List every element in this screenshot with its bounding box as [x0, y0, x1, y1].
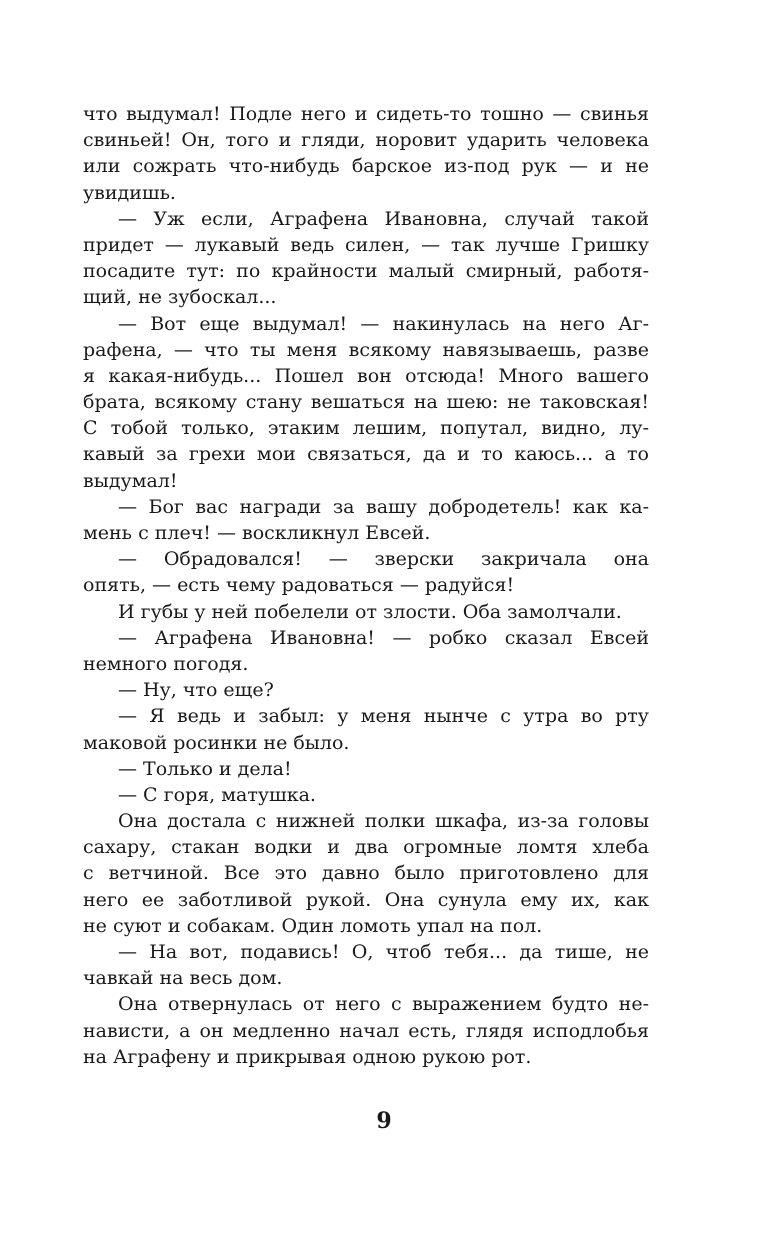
- text-line: — Аграфена Ивановна! — робко сказал Евсей: [118, 626, 649, 649]
- text-line: С тобой только, этаким лешим, попутал, видно, лу-: [83, 417, 649, 440]
- body-text: [83, 101, 649, 1070]
- text-line: придет — лукавый ведь силен, — так лучше Гришку: [83, 233, 649, 256]
- text-line: посадите тут: по крайности малый смирный, работя-: [83, 260, 649, 283]
- text-line: что выдумал! Подле него и сидеть-то тошно — свинья: [83, 103, 649, 125]
- text-line: И губы у ней побелели от злости. Оба замолчали.: [118, 600, 622, 623]
- text-line: маковой росинки не было.: [83, 731, 350, 754]
- text-line: щий, не зубоскал...: [83, 286, 277, 309]
- text-line: — Уж если, Аграфена Ивановна, случай такой: [118, 207, 649, 230]
- page-number: 9: [376, 1108, 392, 1134]
- text-line: — Вот еще выдумал! — накинулась на него Аг-: [118, 312, 649, 335]
- text-line: — Бог вас награди за вашу добродетель! как ка-: [118, 495, 649, 518]
- text-line: увидишь.: [83, 181, 176, 204]
- text-line: свиньей! Он, того и гляди, норовит ударить человека: [83, 129, 649, 152]
- text-line: — С горя, матушка.: [118, 783, 316, 806]
- text-line: не суют и собакам. Один ломоть упал на пол.: [83, 914, 543, 937]
- text-line: или сожрать что-нибудь барское из-под рук — и не: [83, 155, 649, 178]
- text-line: — Только и дела!: [118, 757, 292, 780]
- text-line: с ветчиной. Все это давно было приготовлено для: [83, 862, 649, 885]
- text-line: — Я ведь и забыл: у меня нынче с утра во рту: [118, 705, 649, 728]
- text-line: — Обрадовался! — зверски закричала она: [118, 548, 649, 571]
- text-line: опять, — есть чему радоваться — радуйся!: [83, 574, 515, 597]
- text-line: выдумал!: [83, 469, 178, 492]
- text-line: Она достала с нижней полки шкафа, из-за головы: [118, 810, 649, 833]
- text-line: кавый за грехи мои связаться, да и то каюсь... а то: [83, 443, 649, 466]
- text-line: сахару, стакан водки и два огромные ломтя хлеба: [83, 836, 649, 859]
- text-line: нависти, а он медленно начал есть, глядя исподлобья: [83, 1019, 649, 1042]
- text-line: чавкай на весь дом.: [83, 967, 283, 990]
- text-line: — На вот, подавись! О, чтоб тебя... да тише, не: [118, 941, 649, 963]
- text-line: немного погодя.: [83, 652, 249, 675]
- text-line: я какая-нибудь... Пошел вон отсюда! Много вашего: [83, 364, 649, 387]
- text-line: него ее заботливой рукой. Она сунула ему их, как: [83, 888, 649, 911]
- text-line: Она отвернулась от него с выражением будто не-: [118, 993, 649, 1016]
- text-line: мень с плеч! — воскликнул Евсей.: [83, 522, 431, 544]
- text-line: — Ну, что еще?: [118, 679, 274, 702]
- text-line: на Аграфену и прикрывая одною рукою рот.: [83, 1045, 532, 1068]
- text-line: рафена, — что ты меня всякому навязываешь, разве: [83, 338, 649, 361]
- text-line: брата, всякому стану вешаться на шею: не таковская!: [83, 391, 649, 414]
